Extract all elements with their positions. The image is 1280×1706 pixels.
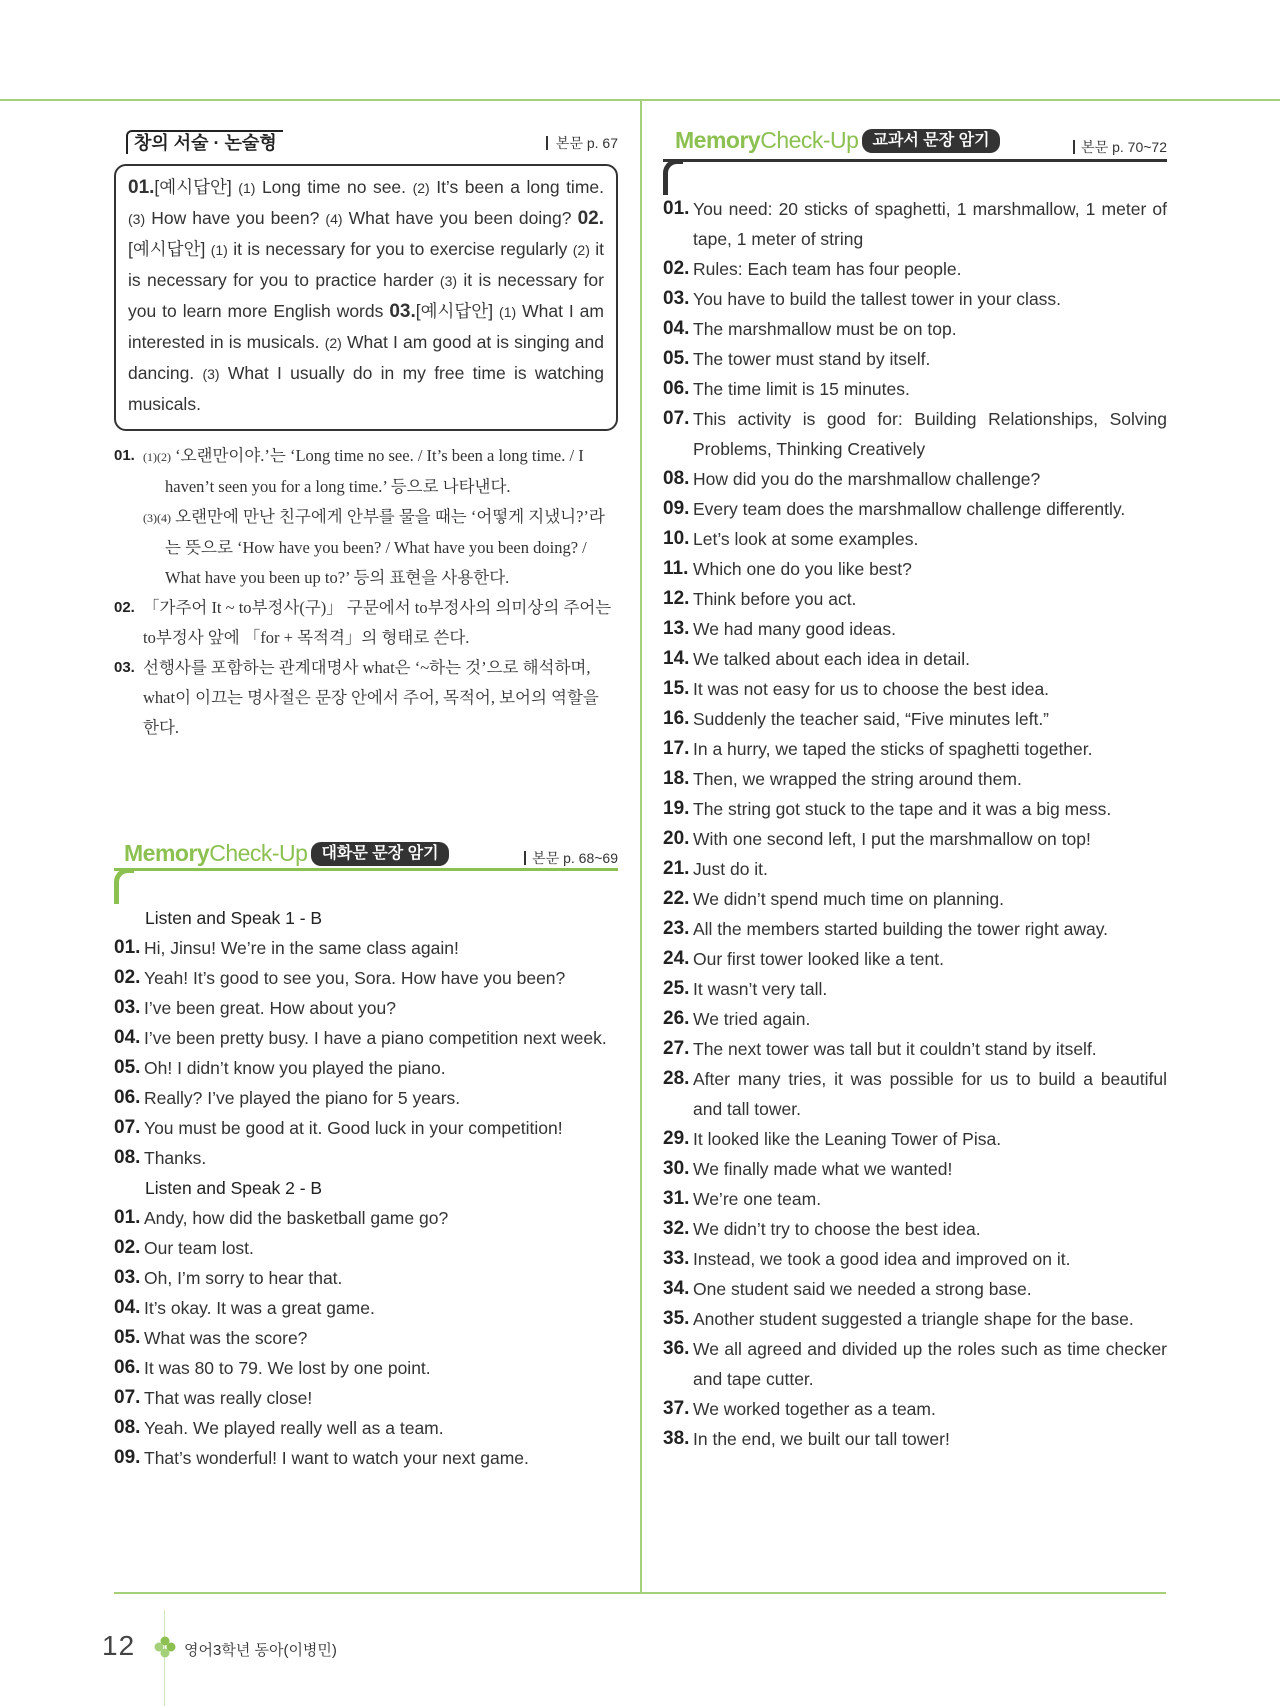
dialogue-line xyxy=(114,963,618,993)
explanation-text: 「가주어 It ~ to부정사(구)」 구문에서 to부정사의 의미상의 주어는 to부정사 앞에 「for + 목적격」의 형태로 쓴다. xyxy=(143,598,612,647)
explanation-text: 오랜만에 만난 친구에게 안부를 물을 때는 ‘어떻게 지냈니?’라는 뜻으로 ‘How have you been? / What have you been doing? / What have you been up to?’ 등의 표현을 사용한다. xyxy=(165,507,605,587)
item-text: The tower must stand by itself. xyxy=(693,349,931,369)
item-number: 38. xyxy=(663,1428,690,1449)
answer-text: [예시답안] xyxy=(415,301,500,321)
item-text: In the end, we built our tall tower! xyxy=(693,1429,950,1449)
item-text: Then, we wrapped the string around them. xyxy=(693,769,1022,789)
item-text: Rules: Each team has four people. xyxy=(693,259,962,279)
textbook-list xyxy=(663,194,1167,1454)
answer-sub-marker: (3) xyxy=(439,273,458,289)
item-text: We all agreed and divided up the roles such as time checker and tape cutter. xyxy=(693,1339,1167,1389)
dialogue-line xyxy=(114,1293,618,1323)
item-number: 34. xyxy=(663,1278,690,1299)
item-text: In a hurry, we taped the sticks of spaghetti together. xyxy=(693,739,1093,759)
textbook-sentence xyxy=(663,1184,1167,1214)
answer-text: What I usually do in my free time is watching musicals. xyxy=(128,363,604,414)
textbook-sentence xyxy=(663,584,1167,614)
textbook-sentence xyxy=(663,554,1167,584)
item-number: 09. xyxy=(663,498,690,519)
dialogue-line xyxy=(114,1443,618,1473)
item-number: 02. xyxy=(114,967,141,988)
textbook-sentence xyxy=(663,1274,1167,1304)
textbook-sentence xyxy=(663,1394,1167,1424)
item-number: 09. xyxy=(114,1447,141,1468)
answer-text: it is necessary for you to learn more English words xyxy=(128,270,604,321)
item-number: 14. xyxy=(663,648,690,669)
item-text: We had many good ideas. xyxy=(693,619,897,639)
item-text: We didn’t spend much time on planning. xyxy=(693,889,1004,909)
dialogue-line xyxy=(114,933,618,963)
answer-text: What have you been doing? xyxy=(342,208,578,228)
explanation-marker: (3)(4) xyxy=(143,511,171,525)
item-number: 04. xyxy=(114,1027,141,1048)
explanation-number: 01. xyxy=(114,447,135,464)
explanation-number: 02. xyxy=(114,599,135,616)
dialogue-group-heading: Listen and Speak 1 - B xyxy=(145,908,323,928)
dialogue-line xyxy=(114,1023,618,1053)
item-number: 24. xyxy=(663,948,690,969)
item-number: 05. xyxy=(114,1327,141,1348)
page-number: 12 xyxy=(102,1630,136,1661)
textbook-sentence xyxy=(663,704,1167,734)
item-number: 17. xyxy=(663,738,690,759)
item-text: All the members started building the tower right away. xyxy=(693,919,1109,939)
item-number: 19. xyxy=(663,798,690,819)
item-number: 01. xyxy=(114,1207,141,1228)
item-number: 03. xyxy=(663,288,690,309)
item-number: 04. xyxy=(114,1297,141,1318)
item-number: 07. xyxy=(114,1117,141,1138)
item-text: One student said we needed a strong base. xyxy=(693,1279,1032,1299)
textbook-page-ref: 본문 p. 70~72 xyxy=(1073,140,1167,154)
dialogue-rule xyxy=(114,868,618,871)
textbook-sentence xyxy=(663,644,1167,674)
textbook-sentence xyxy=(663,494,1167,524)
textbook-sentence xyxy=(663,1244,1167,1274)
explanation-item xyxy=(114,593,618,653)
dialogue-line xyxy=(114,1113,618,1143)
item-text: Yeah. We played really well as a team. xyxy=(144,1418,444,1438)
item-text: Let’s look at some examples. xyxy=(693,529,919,549)
left-column xyxy=(114,128,618,1473)
answer-sub-marker: (4) xyxy=(325,211,343,227)
explanations xyxy=(114,441,618,743)
item-number: 05. xyxy=(114,1057,141,1078)
item-number: 35. xyxy=(663,1308,690,1329)
dialogue-line xyxy=(114,993,618,1023)
answer-sub-marker: (2) xyxy=(412,180,430,196)
item-number: 08. xyxy=(114,1417,141,1438)
answer-text: [예시답안] xyxy=(128,239,211,259)
item-number: 13. xyxy=(663,618,690,639)
textbook-sentence xyxy=(663,524,1167,554)
textbook-sentence xyxy=(663,254,1167,284)
item-text: Hi, Jinsu! We’re in the same class again! xyxy=(144,938,459,958)
item-text: This activity is good for: Building Relationships, Solving Problems, Thinking Creatively xyxy=(693,409,1167,459)
textbook-sentence xyxy=(663,794,1167,824)
item-text: How did you do the marshmallow challenge? xyxy=(693,469,1041,489)
textbook-sentence xyxy=(663,1124,1167,1154)
textbook-sentence xyxy=(663,344,1167,374)
answer-text: [예시답안] xyxy=(154,177,239,197)
dialogue-page-ref: 본문 p. 68~69 xyxy=(524,851,618,865)
textbook-sentence xyxy=(663,1424,1167,1454)
dialogue-line xyxy=(114,1383,618,1413)
textbook-sentence xyxy=(663,1034,1167,1064)
textbook-rule xyxy=(663,159,1167,162)
item-number: 03. xyxy=(114,1267,141,1288)
title-checkup: Check-Up xyxy=(760,127,859,153)
item-number: 06. xyxy=(114,1357,141,1378)
item-text: Oh! I didn’t know you played the piano. xyxy=(144,1058,446,1078)
answer-text: Long time no see. xyxy=(255,177,413,197)
item-text: Andy, how did the basketball game go? xyxy=(144,1208,449,1228)
item-text: Which one do you like best? xyxy=(693,559,912,579)
item-text: We’re one team. xyxy=(693,1189,822,1209)
item-text: That was really close! xyxy=(144,1388,313,1408)
answer-text: What I am good at is singing and dancing. xyxy=(128,332,605,383)
answer-sub-marker: (1) xyxy=(499,304,517,320)
answer-sub-marker: (2) xyxy=(324,335,342,351)
textbook-section-title xyxy=(675,126,1000,154)
textbook-sentence xyxy=(663,464,1167,494)
item-text: It’s okay. It was a great game. xyxy=(144,1298,375,1318)
dialogue-section-title xyxy=(124,839,449,867)
answer-sub-marker: (3) xyxy=(202,366,220,382)
item-number: 07. xyxy=(114,1387,141,1408)
textbook-sentence xyxy=(663,374,1167,404)
title-memory: Memory xyxy=(675,127,761,153)
item-text: With one second left, I put the marshmallow on top! xyxy=(693,829,1091,849)
explanation-line xyxy=(143,502,618,593)
item-text: We finally made what we wanted! xyxy=(693,1159,953,1179)
item-text: It wasn’t very tall. xyxy=(693,979,828,999)
textbook-section-header xyxy=(663,126,1167,200)
item-number: 04. xyxy=(663,318,690,339)
textbook-sentence xyxy=(663,1304,1167,1334)
item-number: 15. xyxy=(663,678,690,699)
answer-sub-marker: (1) xyxy=(238,180,256,196)
item-text: Really? I’ve played the piano for 5 years. xyxy=(144,1088,461,1108)
item-number: 28. xyxy=(663,1068,690,1089)
answer-number: 02. xyxy=(577,208,604,229)
item-number: 18. xyxy=(663,768,690,789)
dialogue-line xyxy=(114,1413,618,1443)
item-text: I’ve been pretty busy. I have a piano competition next week. xyxy=(144,1028,607,1048)
item-number: 08. xyxy=(114,1147,141,1168)
item-number: 22. xyxy=(663,888,690,909)
item-text: Another student suggested a triangle shape for the base. xyxy=(693,1309,1134,1329)
column-divider xyxy=(640,99,642,1593)
textbook-sentence xyxy=(663,1334,1167,1394)
answer-sub-marker: (1) xyxy=(210,242,228,258)
item-number: 12. xyxy=(663,588,690,609)
item-text: Thanks. xyxy=(144,1148,207,1168)
item-number: 31. xyxy=(663,1188,690,1209)
textbook-sentence xyxy=(663,194,1167,254)
dialogue-pill: 대화문 문장 암기 xyxy=(311,842,448,866)
item-text: It looked like the Leaning Tower of Pisa. xyxy=(693,1129,1002,1149)
item-number: 06. xyxy=(114,1087,141,1108)
item-number: 33. xyxy=(663,1248,690,1269)
item-text: Instead, we took a good idea and improved on it. xyxy=(693,1249,1071,1269)
item-number: 01. xyxy=(114,937,141,958)
item-text: You have to build the tallest tower in your class. xyxy=(693,289,1062,309)
dialogue-line xyxy=(114,1323,618,1353)
item-text: We tried again. xyxy=(693,1009,811,1029)
dialogue-line xyxy=(114,1083,618,1113)
dialogue-line xyxy=(114,1233,618,1263)
item-text: Think before you act. xyxy=(693,589,857,609)
item-text: Oh, I’m sorry to hear that. xyxy=(144,1268,343,1288)
item-number: 02. xyxy=(663,258,690,279)
textbook-sentence xyxy=(663,974,1167,1004)
item-text: We talked about each idea in detail. xyxy=(693,649,970,669)
answer-text: What I am interested in is musicals. xyxy=(128,301,604,352)
item-text: That’s wonderful! I want to watch your next game. xyxy=(144,1448,529,1468)
item-text: It was not easy for us to choose the best idea. xyxy=(693,679,1050,699)
item-number: 23. xyxy=(663,918,690,939)
item-text: Every team does the marshmallow challenge differently. xyxy=(693,499,1126,519)
item-text: Our team lost. xyxy=(144,1238,254,1258)
textbook-sentence xyxy=(663,614,1167,644)
item-text: The string got stuck to the tape and it was a big mess. xyxy=(693,799,1112,819)
explanation-marker: (1)(2) xyxy=(143,450,171,464)
textbook-sentence xyxy=(663,314,1167,344)
dialogue-section-header xyxy=(114,839,618,891)
item-number: 27. xyxy=(663,1038,690,1059)
answer-text: it is necessary for you to practice harder xyxy=(128,239,604,290)
bottom-divider xyxy=(114,1592,1166,1594)
item-number: 29. xyxy=(663,1128,690,1149)
item-text: Suddenly the teacher said, “Five minutes left.” xyxy=(693,709,1050,729)
item-text: What was the score? xyxy=(144,1328,308,1348)
textbook-sentence xyxy=(663,854,1167,884)
title-checkup: Check-Up xyxy=(209,840,308,866)
item-text: I’ve been great. How about you? xyxy=(144,998,396,1018)
item-number: 10. xyxy=(663,528,690,549)
creative-section-title: 창의 서술 · 논술형 xyxy=(126,130,283,154)
textbook-sentence xyxy=(663,1064,1167,1124)
item-text: We didn’t try to choose the best idea. xyxy=(693,1219,981,1239)
textbook-sentence xyxy=(663,764,1167,794)
explanation-item xyxy=(114,441,618,593)
dialogue-line xyxy=(114,1203,618,1233)
textbook-sentence xyxy=(663,914,1167,944)
textbook-sentence xyxy=(663,944,1167,974)
item-text: The next tower was tall but it couldn’t stand by itself. xyxy=(693,1039,1097,1059)
answer-text: it is necessary for you to exercise regularly xyxy=(227,239,573,259)
item-number: 30. xyxy=(663,1158,690,1179)
textbook-sentence xyxy=(663,884,1167,914)
explanation-line xyxy=(143,441,618,502)
dialogue-line xyxy=(114,1263,618,1293)
item-number: 26. xyxy=(663,1008,690,1029)
textbook-sentence xyxy=(663,824,1167,854)
answer-text: How have you been? xyxy=(145,208,326,228)
answer-sub-marker: (2) xyxy=(572,242,590,258)
item-number: 02. xyxy=(114,1237,141,1258)
item-text: After many tries, it was possible for us to build a beautiful and tall tower. xyxy=(693,1069,1167,1119)
answer-sub-marker: (3) xyxy=(128,211,146,227)
explanation-number: 03. xyxy=(114,659,135,676)
explanation-text: 선행사를 포함하는 관계대명사 what은 ‘~하는 것’으로 해석하며, what이 이끄는 명사절은 문장 안에서 주어, 목적어, 보어의 역할을 한다. xyxy=(143,658,599,737)
item-number: 16. xyxy=(663,708,690,729)
textbook-sentence xyxy=(663,1154,1167,1184)
item-text: The time limit is 15 minutes. xyxy=(693,379,910,399)
item-text: The marshmallow must be on top. xyxy=(693,319,957,339)
answer-text: It’s been a long time. xyxy=(429,177,604,197)
item-number: 32. xyxy=(663,1218,690,1239)
item-text: Yeah! It’s good to see you, Sora. How have you been? xyxy=(144,968,566,988)
item-number: 07. xyxy=(663,408,690,429)
item-number: 03. xyxy=(114,997,141,1018)
dialogue-hook xyxy=(114,868,134,904)
item-text: It was 80 to 79. We lost by one point. xyxy=(144,1358,431,1378)
item-text: We worked together as a team. xyxy=(693,1399,936,1419)
dialogue-list xyxy=(114,903,618,1473)
footer-margin-line xyxy=(164,1610,165,1706)
clover-icon xyxy=(154,1636,176,1658)
textbook-sentence xyxy=(663,734,1167,764)
dialogue-line xyxy=(114,1053,618,1083)
answer-box xyxy=(114,164,618,431)
dialogue-line xyxy=(114,1143,618,1173)
creative-page-ref: 본문 p. 67 xyxy=(546,136,618,150)
item-number: 21. xyxy=(663,858,690,879)
item-text: Just do it. xyxy=(693,859,768,879)
item-number: 08. xyxy=(663,468,690,489)
item-number: 01. xyxy=(663,198,690,219)
item-text: Our first tower looked like a tent. xyxy=(693,949,944,969)
item-number: 37. xyxy=(663,1398,690,1419)
book-title: 영어3학년 동아(이병민) xyxy=(184,1642,337,1659)
textbook-sentence xyxy=(663,284,1167,314)
answer-number: 01. xyxy=(128,177,155,198)
textbook-sentence xyxy=(663,674,1167,704)
explanation-item xyxy=(114,653,618,743)
item-number: 05. xyxy=(663,348,690,369)
textbook-sentence xyxy=(663,404,1167,464)
item-number: 06. xyxy=(663,378,690,399)
textbook-sentence xyxy=(663,1004,1167,1034)
dialogue-group-heading: Listen and Speak 2 - B xyxy=(145,1178,323,1198)
item-number: 36. xyxy=(663,1338,690,1359)
item-text: You need: 20 sticks of spaghetti, 1 marshmallow, 1 meter of tape, 1 meter of string xyxy=(693,199,1167,249)
textbook-pill: 교과서 문장 암기 xyxy=(862,129,999,153)
title-memory: Memory xyxy=(124,840,210,866)
item-text: You must be good at it. Good luck in your competition! xyxy=(144,1118,563,1138)
explanation-text: ‘오랜만이야.’는 ‘Long time no see. / It’s been a long time. / I haven’t seen you for a long time.’ 등으로 나타낸다. xyxy=(165,446,584,496)
textbook-hook xyxy=(663,159,683,195)
item-number: 11. xyxy=(663,558,689,579)
dialogue-line xyxy=(114,1353,618,1383)
item-number: 20. xyxy=(663,828,690,849)
textbook-sentence xyxy=(663,1214,1167,1244)
right-column xyxy=(663,126,1167,1454)
creative-section-header xyxy=(114,128,618,158)
item-number: 25. xyxy=(663,978,690,999)
answer-number: 03. xyxy=(389,301,416,322)
